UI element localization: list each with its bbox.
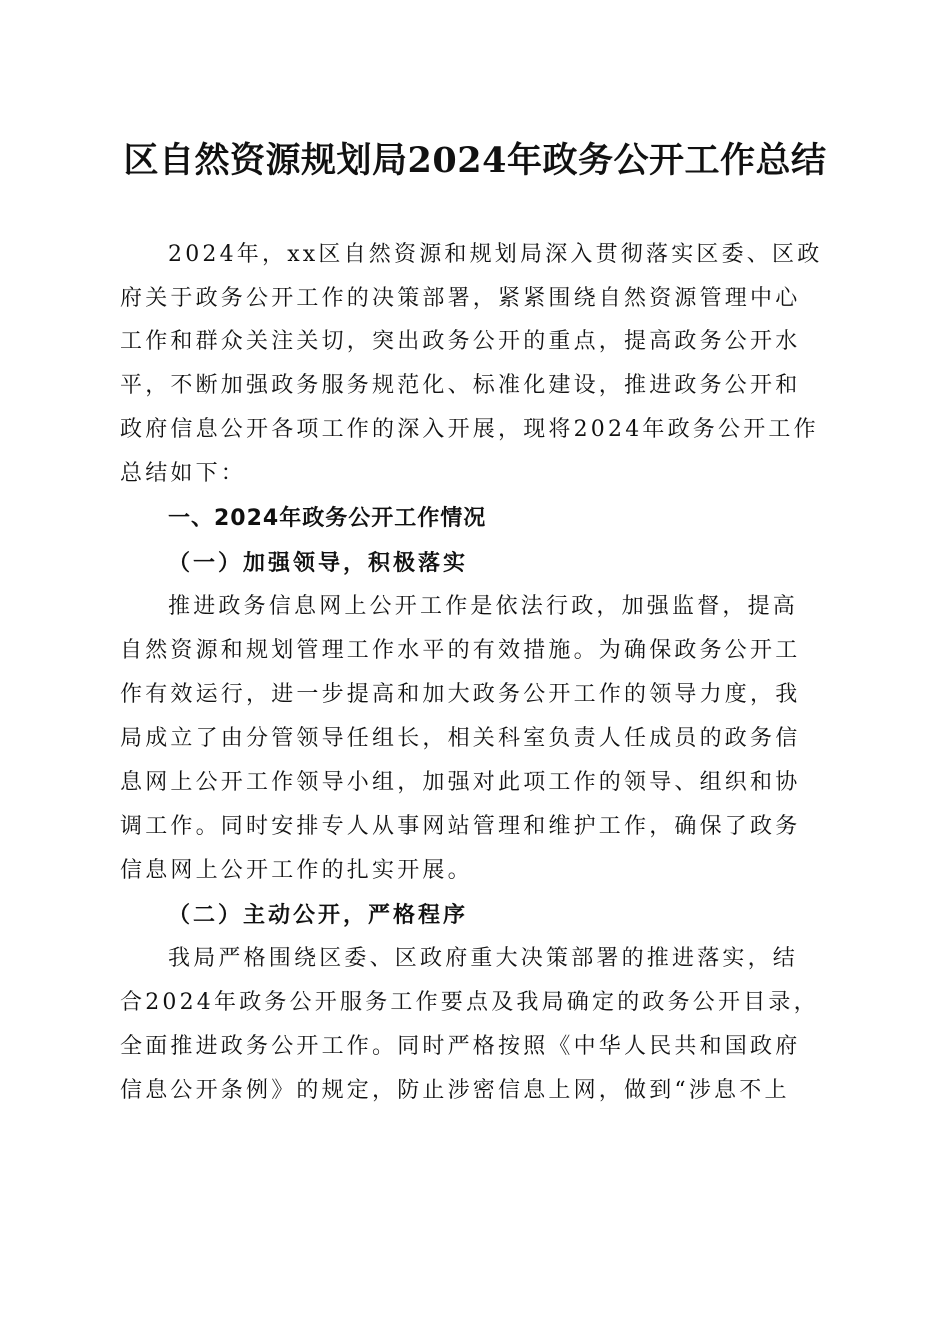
sub2-line-1: 我局严格围绕区委、区政府重大决策部署的推进落实，结: [168, 946, 799, 971]
sub2-line-2: 合2024年政务公开服务工作要点及我局确定的政务公开目录，: [120, 990, 819, 1015]
sub1-line-1: 推进政务信息网上公开工作是依法行政，加强监督，提高: [168, 594, 799, 619]
section-1-heading: 一、2024年政务公开工作情况: [168, 506, 487, 531]
intro-line-2: 府关于政务公开工作的决策部署，紧紧围绕自然资源管理中心: [120, 286, 801, 311]
sub2-line-4: 信息公开条例》的规定，防止涉密信息上网，做到“涉息不上: [120, 1078, 790, 1103]
sub1-line-7: 信息网上公开工作的扎实开展。: [120, 858, 473, 883]
intro-line-1: 2024年，xx区自然资源和规划局深入贯彻落实区委、区政: [168, 242, 823, 267]
document-title: 区自然资源规划局2024年政务公开工作总结: [123, 140, 827, 181]
sub1-line-4: 局成立了由分管领导任组长，相关科室负责人任成员的政务信: [120, 726, 801, 751]
sub1-line-3: 作有效运行，进一步提高和加大政务公开工作的领导力度，我: [120, 682, 801, 707]
intro-line-5: 政府信息公开各项工作的深入开展，现将2024年政务公开工作: [120, 417, 819, 442]
intro-line-4: 平，不断加强政务服务规范化、标准化建设，推进政务公开和: [120, 373, 801, 398]
sub1-line-6: 调工作。同时安排专人从事网站管理和维护工作，确保了政务: [120, 814, 801, 839]
sub1-line-5: 息网上公开工作领导小组，加强对此项工作的领导、组织和协: [120, 770, 801, 795]
intro-line-3: 工作和群众关注关切，突出政务公开的重点，提高政务公开水: [120, 329, 801, 354]
subsection-1-heading: （一）加强领导，积极落实: [168, 550, 469, 576]
intro-line-6: 总结如下：: [120, 461, 247, 486]
sub2-line-3: 全面推进政务公开工作。同时严格按照《中华人民共和国政府: [120, 1034, 801, 1059]
sub1-line-2: 自然资源和规划管理工作水平的有效措施。为确保政务公开工: [120, 638, 801, 663]
subsection-2-heading: （二）主动公开，严格程序: [168, 902, 469, 928]
